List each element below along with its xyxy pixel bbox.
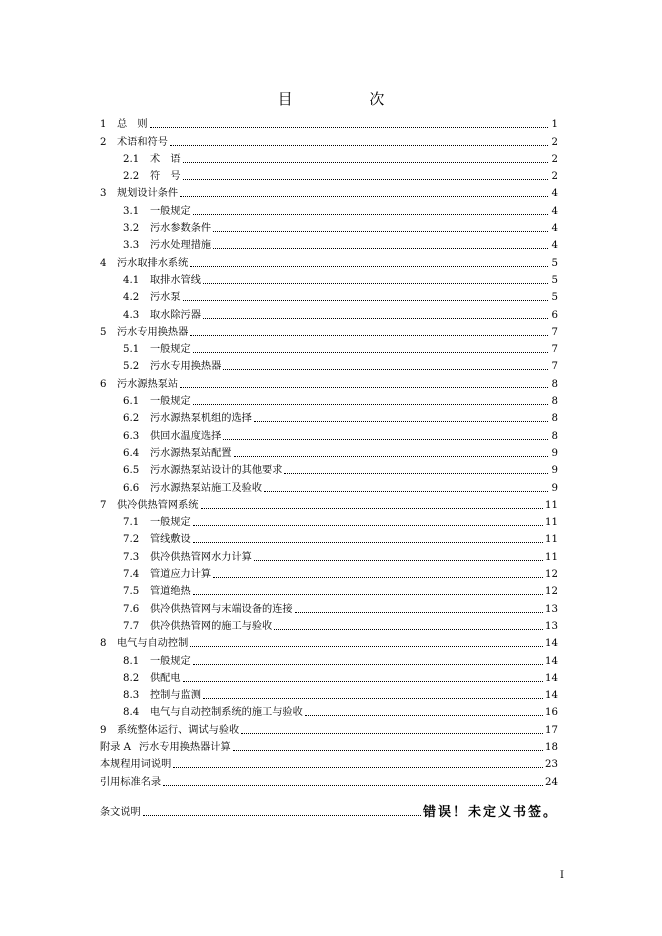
toc-entry-label: 污水专用换热器 <box>117 326 189 338</box>
toc-entry[interactable] <box>100 564 558 581</box>
toc-entry-label: 污水源热泵机组的选择 <box>150 413 252 425</box>
toc-entry-number: 7.7 <box>123 620 140 632</box>
toc-entry[interactable] <box>100 131 558 148</box>
toc-entry[interactable] <box>100 650 558 667</box>
toc-entry-page: 6 <box>551 309 558 321</box>
dot-leader <box>234 455 549 457</box>
toc-entry-label: 术语和符号 <box>117 136 168 148</box>
toc-entry-number: 4 <box>100 257 107 269</box>
toc-entry[interactable] <box>100 218 558 235</box>
toc-entry-page: 7 <box>551 326 558 338</box>
toc-entry-label: 引用标准名录 <box>100 776 162 788</box>
dot-leader <box>193 403 548 405</box>
toc-entry[interactable] <box>100 373 558 390</box>
toc-entry-label: 污水取排水系统 <box>117 257 189 269</box>
toc-entry-label: 一般规定 <box>150 517 191 529</box>
toc-entry-page: 14 <box>545 638 558 650</box>
toc-entry-page: 8 <box>551 430 558 442</box>
toc-entry[interactable] <box>100 287 558 304</box>
toc-entry[interactable] <box>100 581 558 598</box>
toc-entry-page: 5 <box>551 274 558 286</box>
toc-entry[interactable] <box>100 529 558 546</box>
dot-leader <box>284 472 548 474</box>
toc-entry-page: 1 <box>551 119 558 131</box>
toc-entry-label: 电气与自动控制系统的施工与验收 <box>150 707 303 719</box>
toc-entry-number: 7.4 <box>123 569 140 581</box>
toc-entry-label: 污水源热泵站设计的其他要求 <box>150 465 283 477</box>
toc-entry[interactable] <box>100 616 558 633</box>
toc-entry-number: 5.1 <box>123 344 140 356</box>
toc-entry-label: 污水专用换热器 <box>150 361 222 373</box>
toc-entry-number: 附录 A <box>100 741 131 753</box>
toc-entry-page: 12 <box>545 586 558 598</box>
toc-entry-number: 7.2 <box>123 534 140 546</box>
toc-entry-page: 9 <box>551 465 558 477</box>
dot-leader <box>213 576 543 578</box>
dot-leader <box>183 161 548 163</box>
toc-entry-label: 系统整体运行、调试与验收 <box>117 724 240 736</box>
toc-entry-page: 2 <box>551 153 558 165</box>
toc-entry[interactable] <box>100 443 558 460</box>
toc-entry[interactable] <box>100 425 558 442</box>
toc-entry-page: 14 <box>545 672 558 684</box>
toc-entry-label: 一般规定 <box>150 396 191 408</box>
toc-entry-label: 控制与监测 <box>150 690 201 702</box>
toc-entry-number: 7.3 <box>123 551 140 563</box>
toc-entry-page: 9 <box>551 447 558 459</box>
toc-entry-label: 一般规定 <box>150 205 191 217</box>
dot-leader <box>223 438 548 440</box>
toc-entry-number: 7 <box>100 499 107 511</box>
toc-entry-page: 11 <box>545 551 558 563</box>
dot-leader <box>203 282 548 284</box>
toc-entry[interactable] <box>100 149 558 166</box>
toc-entry-number: 2.2 <box>123 171 140 183</box>
toc-entry-label: 取水除污器 <box>150 309 201 321</box>
dot-leader <box>264 490 548 492</box>
dot-leader <box>254 559 543 561</box>
toc-entry-number: 6.1 <box>123 396 140 408</box>
toc-entry-page: 错误！未定义书签。 <box>422 804 558 820</box>
toc-entry-label: 规划设计条件 <box>117 188 179 200</box>
toc-entry-page: 8 <box>551 378 558 390</box>
toc-entry-label: 污水源热泵站 <box>117 378 179 390</box>
toc-entry-page: 8 <box>551 413 558 425</box>
toc-entry-label: 供配电 <box>150 672 181 684</box>
toc-entry-number: 2.1 <box>123 153 140 165</box>
dot-leader <box>183 178 548 180</box>
toc-entry-number: 6.2 <box>123 413 140 425</box>
toc-entry-label: 一般规定 <box>150 344 191 356</box>
dot-leader <box>193 213 548 215</box>
toc-entry-number: 6.3 <box>123 430 140 442</box>
dot-leader <box>241 732 543 734</box>
toc-entry-label: 一般规定 <box>150 655 191 667</box>
toc-entry-label: 术 语 <box>150 153 181 165</box>
toc-entry-number: 6.4 <box>123 447 140 459</box>
dot-leader <box>203 317 548 319</box>
table-of-contents <box>100 114 558 819</box>
toc-entry-label: 本规程用词说明 <box>100 759 172 771</box>
toc-entry-page: 4 <box>551 223 558 235</box>
toc-entry-number: 3.1 <box>123 205 140 217</box>
dot-leader <box>190 265 548 267</box>
dot-leader <box>150 126 548 128</box>
toc-entry[interactable] <box>100 270 558 287</box>
toc-entry-page: 9 <box>551 482 558 494</box>
toc-entry[interactable] <box>100 322 558 339</box>
toc-entry-page: 7 <box>551 344 558 356</box>
toc-entry-number: 9 <box>100 724 107 736</box>
dot-leader <box>274 628 543 630</box>
dot-leader <box>254 420 548 422</box>
toc-entry[interactable] <box>100 408 558 425</box>
toc-entry-page: 11 <box>545 534 558 546</box>
toc-entry[interactable] <box>100 771 558 788</box>
dot-leader <box>193 524 543 526</box>
dot-leader <box>143 814 421 816</box>
toc-entry[interactable] <box>100 304 558 321</box>
toc-entry[interactable] <box>100 200 558 217</box>
toc-entry-page: 5 <box>551 292 558 304</box>
toc-entry-number: 6.5 <box>123 465 140 477</box>
dot-leader <box>193 351 548 353</box>
dot-leader <box>190 645 543 647</box>
toc-entry-page: 7 <box>551 361 558 373</box>
toc-entry[interactable] <box>100 754 558 771</box>
toc-entry[interactable] <box>100 235 558 252</box>
toc-entry-page: 2 <box>551 136 558 148</box>
toc-entry-label: 供冷供热管网系统 <box>117 499 199 511</box>
dot-leader <box>183 299 548 301</box>
toc-entry[interactable] <box>100 546 558 563</box>
dot-leader <box>305 714 543 716</box>
dot-leader <box>170 144 548 146</box>
toc-entry-number: 6 <box>100 378 107 390</box>
toc-entry[interactable] <box>100 719 558 736</box>
toc-entry-number: 5 <box>100 326 107 338</box>
page-number: I <box>560 870 564 881</box>
toc-entry-label: 供冷供热管网水力计算 <box>150 551 252 563</box>
dot-leader <box>180 195 548 197</box>
dot-leader <box>213 230 548 232</box>
toc-entry-label: 管道绝热 <box>150 586 191 598</box>
toc-entry-label: 管线敷设 <box>150 534 191 546</box>
toc-entry-number: 1 <box>100 119 107 131</box>
toc-entry-number: 7.5 <box>123 586 140 598</box>
toc-entry-label: 污水泵 <box>150 292 181 304</box>
toc-entry-number: 8.3 <box>123 690 140 702</box>
toc-entry-page: 14 <box>545 655 558 667</box>
toc-entry[interactable] <box>100 114 558 131</box>
dot-leader <box>213 247 548 249</box>
toc-entry-page: 4 <box>551 205 558 217</box>
dot-leader <box>183 680 543 682</box>
toc-entry[interactable] <box>100 477 558 494</box>
toc-entry-page: 13 <box>545 620 558 632</box>
toc-entry-label: 符 号 <box>150 171 181 183</box>
toc-entry-page: 23 <box>545 759 558 771</box>
toc-entry-page: 8 <box>551 396 558 408</box>
toc-entry-label: 污水源热泵站施工及验收 <box>150 482 263 494</box>
toc-entry-page: 14 <box>545 690 558 702</box>
toc-entry[interactable] <box>100 702 558 719</box>
page-title: 目 次 <box>277 90 421 108</box>
toc-entry-page: 17 <box>545 724 558 736</box>
dot-leader <box>193 663 543 665</box>
toc-entry-page: 11 <box>545 517 558 529</box>
toc-entry-page: 2 <box>551 171 558 183</box>
dot-leader <box>201 507 544 509</box>
toc-entry-number: 2 <box>100 136 107 148</box>
toc-entry[interactable] <box>100 791 558 819</box>
toc-entry-label: 供冷供热管网的施工与验收 <box>150 620 273 632</box>
toc-entry-label: 管道应力计算 <box>150 569 212 581</box>
toc-entry-number: 5.2 <box>123 361 140 373</box>
dot-leader <box>173 766 543 768</box>
toc-entry-number: 4.3 <box>123 309 140 321</box>
toc-entry[interactable] <box>100 737 558 754</box>
toc-entry[interactable] <box>100 598 558 615</box>
toc-entry-page: 11 <box>545 499 558 511</box>
toc-entry-number: 6.6 <box>123 482 140 494</box>
dot-leader <box>203 697 543 699</box>
toc-entry-page: 13 <box>545 603 558 615</box>
toc-entry-number: 3.2 <box>123 223 140 235</box>
toc-entry[interactable] <box>100 339 558 356</box>
toc-entry-number: 4.1 <box>123 274 140 286</box>
toc-entry[interactable] <box>100 685 558 702</box>
dot-leader <box>233 749 543 751</box>
dot-leader <box>180 386 548 388</box>
toc-entry-number: 8.2 <box>123 672 140 684</box>
toc-entry[interactable] <box>100 495 558 512</box>
dot-leader <box>190 334 548 336</box>
toc-entry-number: 8.4 <box>123 707 140 719</box>
toc-entry[interactable] <box>100 166 558 183</box>
toc-entry-label: 污水参数条件 <box>150 223 212 235</box>
toc-entry-number: 3.3 <box>123 240 140 252</box>
toc-entry-label: 条文说明 <box>100 806 141 818</box>
toc-entry-page: 24 <box>545 776 558 788</box>
toc-entry[interactable] <box>100 633 558 650</box>
dot-leader <box>223 368 548 370</box>
toc-entry-label: 污水专用换热器计算 <box>138 741 231 753</box>
toc-entry-label: 电气与自动控制 <box>117 638 189 650</box>
toc-entry-number: 3 <box>100 188 107 200</box>
toc-entry-label: 污水源热泵站配置 <box>150 447 232 459</box>
toc-entry-label: 污水处理措施 <box>150 240 212 252</box>
toc-entry-number: 4.2 <box>123 292 140 304</box>
toc-entry[interactable] <box>100 183 558 200</box>
dot-leader <box>193 541 543 543</box>
toc-entry-page: 4 <box>551 240 558 252</box>
toc-entry-page: 16 <box>545 707 558 719</box>
toc-entry[interactable] <box>100 252 558 269</box>
toc-entry-label: 供回水温度选择 <box>150 430 222 442</box>
toc-entry[interactable] <box>100 356 558 373</box>
toc-entry-number: 7.1 <box>123 517 140 529</box>
toc-entry-label: 供冷供热管网与末端设备的连接 <box>150 603 293 615</box>
toc-entry-page: 18 <box>545 741 558 753</box>
toc-entry-label: 取排水管线 <box>150 274 201 286</box>
toc-entry-number: 8.1 <box>123 655 140 667</box>
dot-leader <box>295 611 543 613</box>
toc-entry-page: 12 <box>545 569 558 581</box>
toc-entry-page: 4 <box>551 188 558 200</box>
toc-entry-page: 5 <box>551 257 558 269</box>
dot-leader <box>193 593 543 595</box>
toc-entry-label: 总 则 <box>117 119 148 131</box>
toc-entry[interactable] <box>100 512 558 529</box>
dot-leader <box>163 784 543 786</box>
toc-entry[interactable] <box>100 460 558 477</box>
toc-entry-number: 7.6 <box>123 603 140 615</box>
toc-entry[interactable] <box>100 668 558 685</box>
toc-entry-number: 8 <box>100 638 107 650</box>
toc-entry[interactable] <box>100 391 558 408</box>
